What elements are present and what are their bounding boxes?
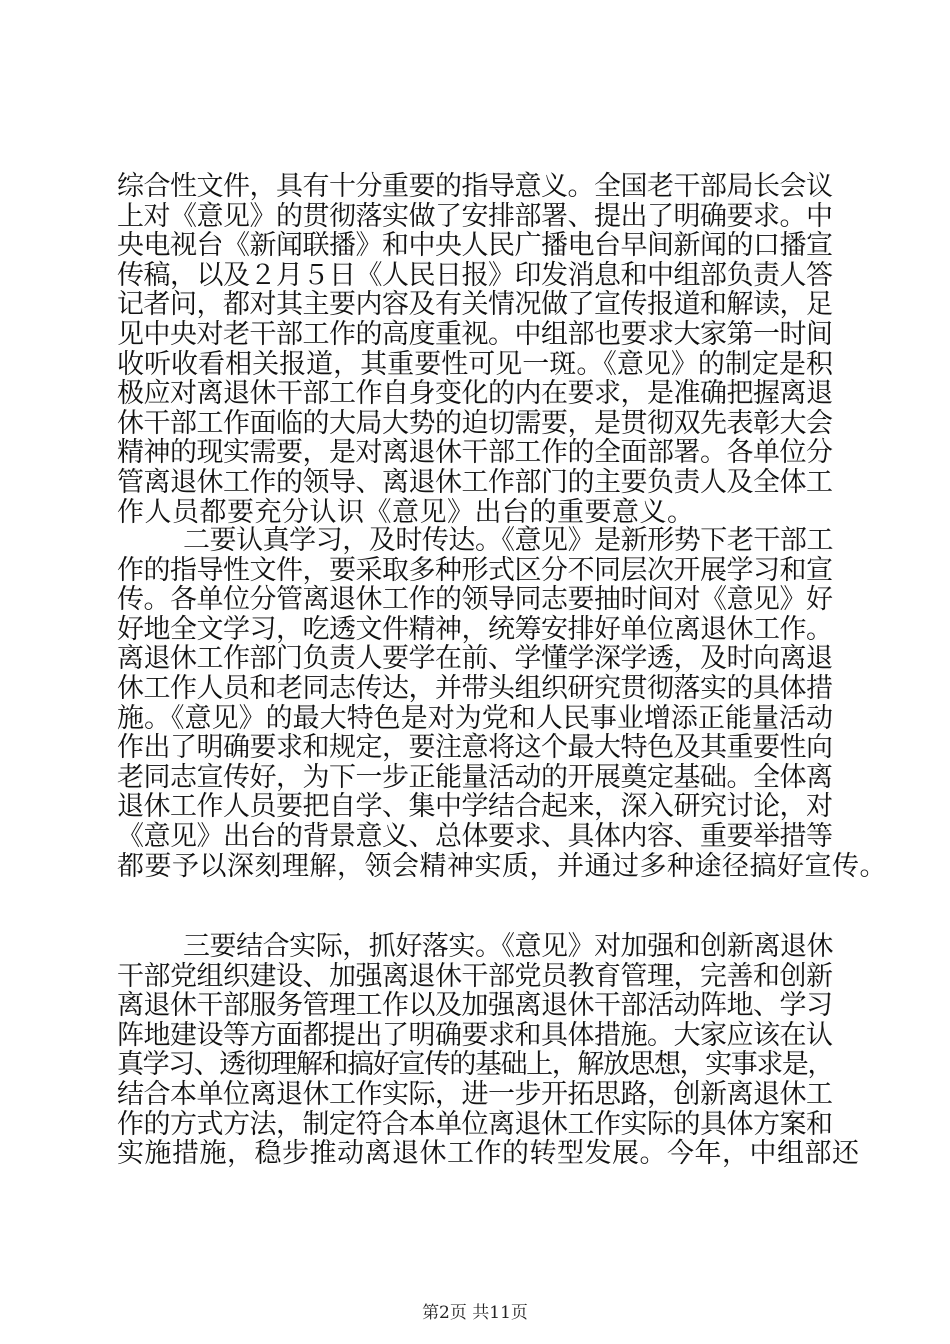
text-line-content: 收听收看相关报道，其重要性可见一斑。《意见》的制定是积 bbox=[117, 349, 833, 380]
text-line-content: 《意见》出台的背景意义、总体要求、具体内容、重要举措等 bbox=[117, 821, 833, 852]
text-line bbox=[0, 1048, 950, 1082]
text-line-content: 作出了明确要求和规定，要注意将这个最大特色及其重要性向 bbox=[117, 732, 833, 763]
text-line-content: 休干部工作面临的大局大势的迫切需要，是贯彻双先表彰大会 bbox=[117, 408, 833, 439]
text-line-content: 离退休工作部门负责人要学在前、学懂学深学透，及时向离退 bbox=[117, 643, 833, 674]
text-line-content: 传。各单位分管离退休工作的领导同志要抽时间对《意见》好 bbox=[117, 584, 833, 615]
text-line bbox=[0, 930, 950, 964]
text-line-content: 好地全文学习，吃透文件精神，统筹安排好单位离退休工作。 bbox=[117, 614, 833, 645]
text-line-content: 见中央对老干部工作的高度重视。中组部也要求大家第一时间 bbox=[117, 319, 833, 350]
text-line-content: 都要予以深刻理解，领会精神实质，并通过多种途径搞好宣传。 bbox=[117, 851, 887, 882]
text-line-content: 退休工作人员要把自学、集中学结合起来，深入研究讨论，对 bbox=[117, 791, 833, 822]
text-line-content: 休工作人员和老同志传达，并带头组织研究贯彻落实的具体措 bbox=[117, 673, 833, 704]
text-line bbox=[0, 989, 950, 1023]
text-line-content: 传稿，以及２月５日《人民日报》印发消息和中组部负责人答 bbox=[117, 260, 833, 291]
text-line-content: 管离退休工作的领导、离退休工作部门的主要负责人及全体工 bbox=[117, 467, 833, 498]
text-line-content: 记者问，都对其主要内容及有关情况做了宣传报道和解读，足 bbox=[117, 289, 833, 320]
text-line bbox=[0, 672, 950, 706]
text-line-content: 三要结合实际，抓好落实。《意见》对加强和创新离退休 bbox=[183, 931, 833, 962]
text-line-content: 综合性文件，具有十分重要的指导意义。全国老干部局长会议 bbox=[117, 171, 833, 202]
text-line bbox=[0, 1137, 950, 1171]
text-line bbox=[0, 288, 950, 322]
text-line bbox=[0, 820, 950, 854]
text-line bbox=[0, 642, 950, 676]
text-line bbox=[0, 170, 950, 204]
text-line-content: 二要认真学习，及时传达。《意见》是新形势下老干部工 bbox=[183, 525, 833, 556]
text-line-content: 真学习、透彻理解和搞好宣传的基础上，解放思想，实事求是， bbox=[117, 1049, 833, 1080]
text-line-content: 上对《意见》的贯彻落实做了安排部署、提出了明确要求。中 bbox=[117, 201, 833, 232]
text-line-content: 老同志宣传好，为下一步正能量活动的开展奠定基础。全体离 bbox=[117, 762, 833, 793]
text-line bbox=[0, 466, 950, 500]
text-line-content: 干部党组织建设、加强离退休干部党员教育管理，完善和创新 bbox=[117, 961, 833, 992]
page-number-label: 第2页 共11页 bbox=[422, 1303, 528, 1323]
text-line bbox=[0, 731, 950, 765]
text-line-content: 精神的现实需要，是对离退休干部工作的全面部署。各单位分 bbox=[117, 437, 833, 468]
text-line-content: 离退休干部服务管理工作以及加强离退休干部活动阵地、学习 bbox=[117, 990, 833, 1021]
text-line-content: 实施措施，稳步推动离退休工作的转型发展。今年，中组部还 bbox=[117, 1138, 860, 1169]
text-line-content: 央电视台《新闻联播》和中央人民广播电台早间新闻的口播宣 bbox=[117, 230, 833, 261]
text-line bbox=[0, 377, 950, 411]
text-line bbox=[0, 229, 950, 263]
page-footer bbox=[0, 1300, 950, 1326]
text-line bbox=[0, 524, 950, 558]
text-line-content: 作的方式方法，制定符合本单位离退休工作实际的具体方案和 bbox=[117, 1109, 833, 1140]
text-line bbox=[0, 790, 950, 824]
text-line bbox=[0, 1078, 950, 1112]
text-line bbox=[0, 436, 950, 470]
text-line-content: 作的指导性文件，要采取多种形式区分不同层次开展学习和宣 bbox=[117, 555, 833, 586]
text-line-content: 极应对离退休干部工作自身变化的内在要求，是准确把握离退 bbox=[117, 378, 833, 409]
text-line-content: 结合本单位离退休工作实际，进一步开拓思路，创新离退休工 bbox=[117, 1079, 833, 1110]
text-line-content: 施。《意见》的最大特色是对为党和人民事业增添正能量活动 bbox=[117, 703, 833, 734]
text-line-content: 作人员都要充分认识《意见》出台的重要意义。 bbox=[117, 497, 695, 528]
text-line bbox=[0, 583, 950, 617]
text-line bbox=[0, 850, 950, 884]
text-line bbox=[0, 318, 950, 352]
text-line-content: 阵地建设等方面都提出了明确要求和具体措施。大家应该在认 bbox=[117, 1020, 833, 1051]
